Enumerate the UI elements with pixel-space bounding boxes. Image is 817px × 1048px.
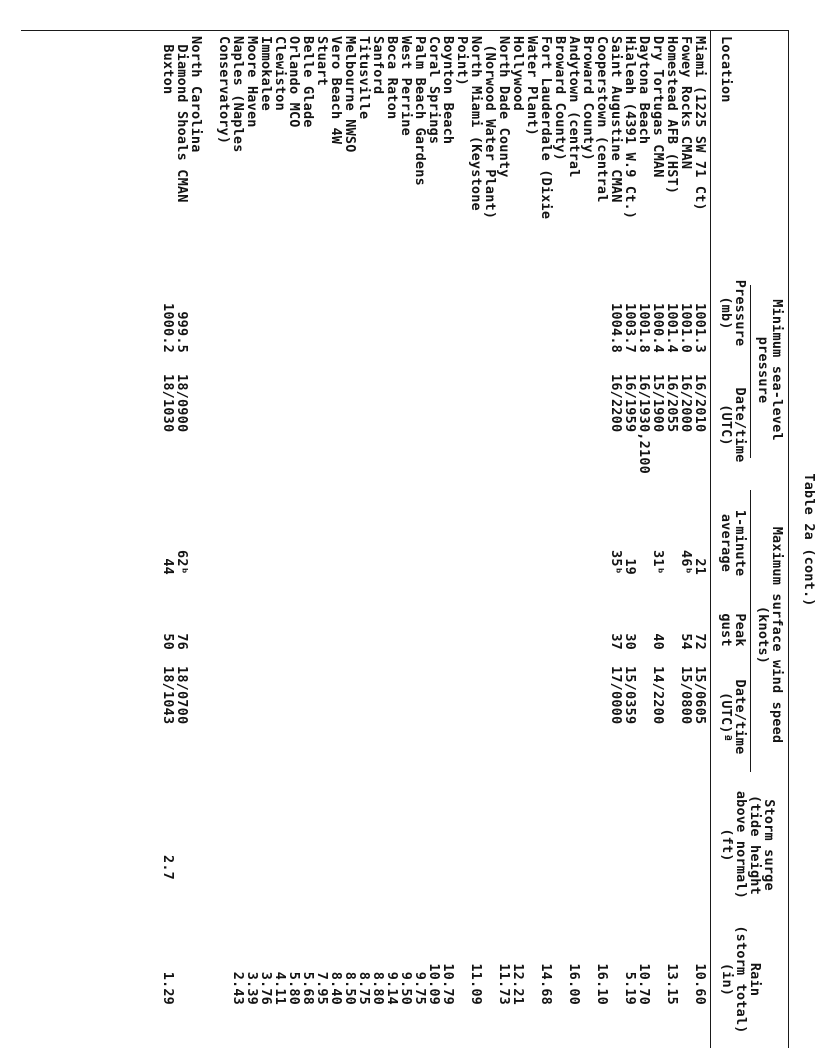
cell-peak-gust: 54 bbox=[678, 633, 694, 650]
header-min-pressure: Minimum sea-level pressure bbox=[755, 299, 785, 441]
cell-rain: 11.73 bbox=[496, 963, 512, 1005]
cell-location: Buxton bbox=[160, 36, 176, 95]
header-wind-datetime: Date/time (UTC)ª bbox=[718, 679, 748, 755]
cell-one-min: 35ᵇ bbox=[608, 550, 624, 575]
cell-location: Homestead AFB (HST) bbox=[664, 36, 680, 195]
cell-pressure: 1003.7 bbox=[622, 303, 638, 353]
cell-location: Broward County) bbox=[552, 36, 568, 161]
cell-rain: 8.75 bbox=[356, 971, 372, 1005]
table-left-rule bbox=[21, 30, 789, 31]
cell-one-min: 44 bbox=[160, 558, 176, 575]
cell-wind-date: 15/0605 bbox=[692, 666, 708, 725]
cell-one-min: 46ᵇ bbox=[678, 550, 694, 575]
cell-storm-surge: 2.7 bbox=[160, 855, 176, 880]
cell-wind-date: 14/2200 bbox=[650, 666, 666, 725]
cell-rain: 16.00 bbox=[566, 963, 582, 1005]
cell-location: Broward County) bbox=[580, 36, 596, 161]
cell-rain: 3.39 bbox=[244, 971, 260, 1005]
cell-location: Hialeah (4391 W.9 Ct.) bbox=[622, 36, 638, 220]
cell-wind-date: 15/0800 bbox=[678, 666, 694, 725]
cell-rain: 10.60 bbox=[692, 963, 708, 1005]
cell-pressure-date: 18/0900 bbox=[174, 374, 190, 433]
cell-location: Naples (Naples bbox=[230, 36, 246, 153]
cell-location: Titusville bbox=[356, 36, 372, 120]
cell-pressure: 1000.2 bbox=[160, 303, 176, 353]
cell-peak-gust: 72 bbox=[692, 633, 708, 650]
cell-rain: 8.80 bbox=[370, 971, 386, 1005]
cell-rain: 8.50 bbox=[342, 971, 358, 1005]
cell-pressure: 1001.8 bbox=[636, 303, 652, 353]
header-rain: Rain (storm total) (in) bbox=[719, 925, 763, 1034]
cell-location: (Norwood Water Plant) bbox=[482, 36, 498, 220]
cell-location: Miami (1225 SW 71 Ct) bbox=[692, 36, 708, 211]
cell-pressure-date: 16/2200 bbox=[608, 374, 624, 433]
cell-one-min: 19 bbox=[622, 558, 638, 575]
cell-rain: 4.11 bbox=[272, 971, 288, 1005]
cell-rain: 9.75 bbox=[412, 971, 428, 1005]
cell-wind-date: 15/0359 bbox=[622, 666, 638, 725]
page-title: Table 2a (cont.) bbox=[801, 473, 817, 607]
cell-rain: 12.21 bbox=[510, 963, 526, 1005]
cell-location: Water Plant) bbox=[524, 36, 540, 136]
cell-location: Palm Beach Gardens bbox=[412, 36, 428, 186]
cell-rain: 5.80 bbox=[286, 971, 302, 1005]
cell-rain: 14.68 bbox=[538, 963, 554, 1005]
cell-peak-gust: 76 bbox=[174, 633, 190, 650]
header-location: Location bbox=[718, 36, 734, 103]
cell-peak-gust: 50 bbox=[160, 633, 176, 650]
cell-one-min: 31ᵇ bbox=[650, 550, 666, 575]
cell-pressure-date: 16/1959 bbox=[622, 374, 638, 433]
cell-rain: 2.43 bbox=[230, 971, 246, 1005]
cell-wind-date: 18/1043 bbox=[160, 666, 176, 725]
cell-peak-gust: 30 bbox=[622, 633, 638, 650]
header-peak-gust: Peak gust bbox=[718, 613, 748, 647]
pressure-group-rule bbox=[750, 285, 751, 458]
cell-location: Saint Augustine CMAN bbox=[608, 36, 624, 203]
header-pressure: Pressure (mb) bbox=[718, 279, 748, 347]
cell-peak-gust: 40 bbox=[650, 633, 666, 650]
cell-pressure-date: 15/1900 bbox=[650, 374, 666, 433]
cell-rain: 11.09 bbox=[468, 963, 484, 1005]
cell-rain: 5.68 bbox=[300, 971, 316, 1005]
cell-peak-gust: 37 bbox=[608, 633, 624, 650]
cell-location: Cooperstown (central bbox=[594, 36, 610, 203]
cell-rain: 7.95 bbox=[314, 971, 330, 1005]
cell-location: Fowey Rocks CMAN bbox=[678, 36, 694, 170]
cell-pressure: 999.5 bbox=[174, 311, 190, 353]
cell-one-min: 62ᵇ bbox=[174, 550, 190, 575]
cell-rain: 10.79 bbox=[440, 963, 456, 1005]
cell-location: Stuart bbox=[314, 36, 330, 86]
table-top-rule bbox=[788, 30, 789, 1048]
cell-location: Boynton Beach bbox=[440, 36, 456, 145]
cell-location: North Miami (Keystone bbox=[468, 36, 484, 211]
wind-group-rule bbox=[750, 490, 751, 772]
cell-wind-date: 17/0000 bbox=[608, 666, 624, 725]
cell-rain: 3.76 bbox=[258, 971, 274, 1005]
cell-location: Orlando MCO bbox=[286, 36, 302, 128]
cell-location: Diamond Shoals CMAN bbox=[174, 36, 190, 203]
header-storm-surge: Storm surge (tide height above normal) (ft) bbox=[719, 790, 777, 900]
cell-location: Vero Beach 4W bbox=[328, 36, 344, 145]
cell-pressure-date: 16/2055 bbox=[664, 374, 680, 433]
cell-rain: 1.29 bbox=[160, 971, 176, 1005]
cell-rain: 16.10 bbox=[594, 963, 610, 1005]
cell-location: Fort Lauderdale (Dixie bbox=[538, 36, 554, 220]
cell-rain: 8.40 bbox=[328, 971, 344, 1005]
cell-location: Immokalee bbox=[258, 36, 274, 111]
cell-one-min: 21 bbox=[692, 558, 708, 575]
header-bottom-rule bbox=[710, 30, 711, 1048]
cell-location: North Dade County bbox=[496, 36, 512, 178]
cell-location: Andytown (central bbox=[566, 36, 582, 178]
cell-pressure-date: 16/2000 bbox=[678, 374, 694, 433]
cell-location: Coral Springs bbox=[426, 36, 442, 145]
cell-location: Sanford bbox=[370, 36, 386, 95]
cell-rain: 9.50 bbox=[398, 971, 414, 1005]
cell-location: Dry Tortugas CMAN bbox=[650, 36, 666, 178]
cell-location: Conservatory) bbox=[216, 36, 232, 145]
cell-pressure: 1001.0 bbox=[678, 303, 694, 353]
cell-pressure: 1001.3 bbox=[692, 303, 708, 353]
cell-location: Boca Raton bbox=[384, 36, 400, 120]
cell-pressure: 1001.4 bbox=[664, 303, 680, 353]
cell-pressure-date: 16/2010 bbox=[692, 374, 708, 433]
header-one-min: 1-minute average bbox=[718, 509, 748, 577]
cell-pressure-date: 18/1030 bbox=[160, 374, 176, 433]
cell-location: Melbourne NWSO bbox=[342, 36, 358, 153]
cell-location: Moore Haven bbox=[244, 36, 260, 128]
header-pressure-datetime: Date/time (UTC) bbox=[718, 387, 748, 463]
cell-location: West Perrine bbox=[398, 36, 414, 136]
cell-location: Clewiston bbox=[272, 36, 288, 111]
cell-rain: 10.70 bbox=[636, 963, 652, 1005]
cell-pressure: 1000.4 bbox=[650, 303, 666, 353]
cell-pressure-date: 16/1930,2100 bbox=[636, 374, 652, 474]
cell-location: Hollywood bbox=[510, 36, 526, 111]
cell-rain: 9.14 bbox=[384, 971, 400, 1005]
header-wind-group: Maximum surface wind speed (knots) bbox=[755, 526, 785, 744]
cell-rain: 10.09 bbox=[426, 963, 442, 1005]
cell-location: Daytona Beach bbox=[636, 36, 652, 145]
cell-rain: 13.15 bbox=[664, 963, 680, 1005]
cell-wind-date: 18/0700 bbox=[174, 666, 190, 725]
cell-location: Point) bbox=[454, 36, 470, 86]
cell-location: North Carolina bbox=[188, 36, 204, 153]
cell-pressure: 1004.8 bbox=[608, 303, 624, 353]
cell-rain: 5.19 bbox=[622, 971, 638, 1005]
cell-location: Belle Glade bbox=[300, 36, 316, 128]
